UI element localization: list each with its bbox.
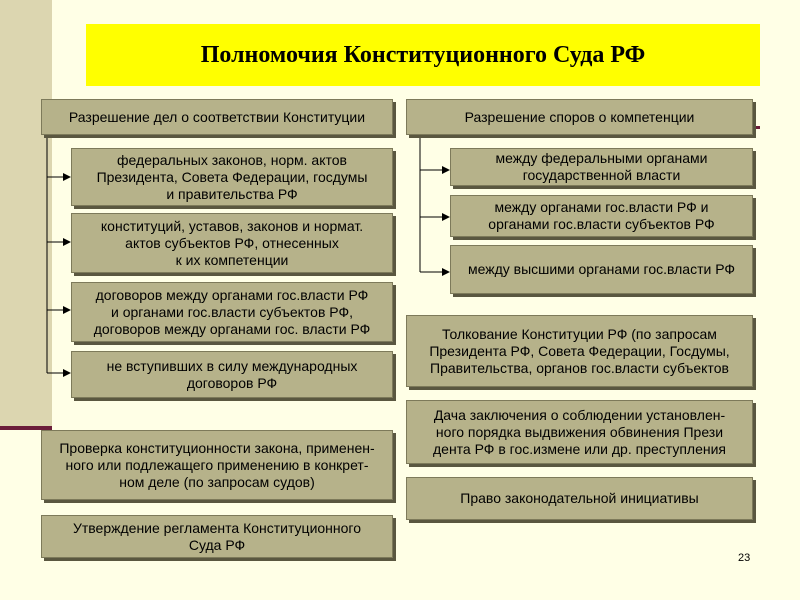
right-item-label: между федеральными органами государственной власти (495, 150, 708, 183)
left-item-label: договоров между органами гос.власти РФ и органами гос.власти субъектов РФ, договоров между органами гос. власти РФ (93, 286, 371, 337)
verification-label: Проверка конституционности закона, применен- ного или подлежащего применению в конкрет- ном деле (по запросам судов) (59, 439, 375, 490)
left-item-label: федеральных законов, норм. актов Президента, Совета Федерации, госдумы и правительства РФ (96, 151, 368, 202)
left-item-label: не вступивших в силу международных договоров РФ (106, 357, 358, 391)
regulation-box (41, 515, 393, 558)
right-header-box (406, 99, 753, 135)
right-header-label: Разрешение споров о компетенции (464, 108, 695, 125)
regulation-label: Утверждение регламента Конституционного Суда РФ (72, 519, 362, 553)
verification-box (41, 430, 393, 500)
left-item-treaties (71, 282, 393, 342)
left-item-federal-laws (71, 148, 393, 206)
left-header-label: Разрешение дел о соответствии Конституции (68, 108, 366, 125)
right-item-label: между высшими органами гос.власти РФ (467, 261, 736, 277)
page-title: Полномочия Конституционного Суда РФ (200, 41, 646, 68)
left-item-label: конституций, уставов, законов и нормат. актов субъектов РФ, отнесенных к их компетенции (100, 217, 364, 268)
right-item-highest-bodies (450, 245, 753, 294)
interpretation-box (406, 315, 753, 387)
left-item-international (71, 351, 393, 398)
right-item-label: между органами гос.власти РФ и органами гос.власти субъектов РФ (488, 199, 715, 232)
right-item-rf-and-subjects (450, 195, 753, 237)
conclusion-label: Дача заключения о соблюдении установлен- ного порядка выдвижения обвинения Прези дента РФ в гос.измене или др. преступления (432, 406, 726, 457)
conclusion-box (406, 400, 753, 464)
left-item-constitutions (71, 213, 393, 273)
right-item-federal-bodies (450, 148, 753, 186)
interpretation-label: Толкование Конституции РФ (по запросам Президента РФ, Совета Федерации, Госдумы, Правительства, органов гос.власти субъектов (429, 325, 730, 376)
page-number: 23 (738, 552, 751, 564)
initiative-box (406, 477, 753, 520)
left-header-box (41, 99, 393, 135)
initiative-label: Право законодательной инициативы (460, 490, 699, 506)
